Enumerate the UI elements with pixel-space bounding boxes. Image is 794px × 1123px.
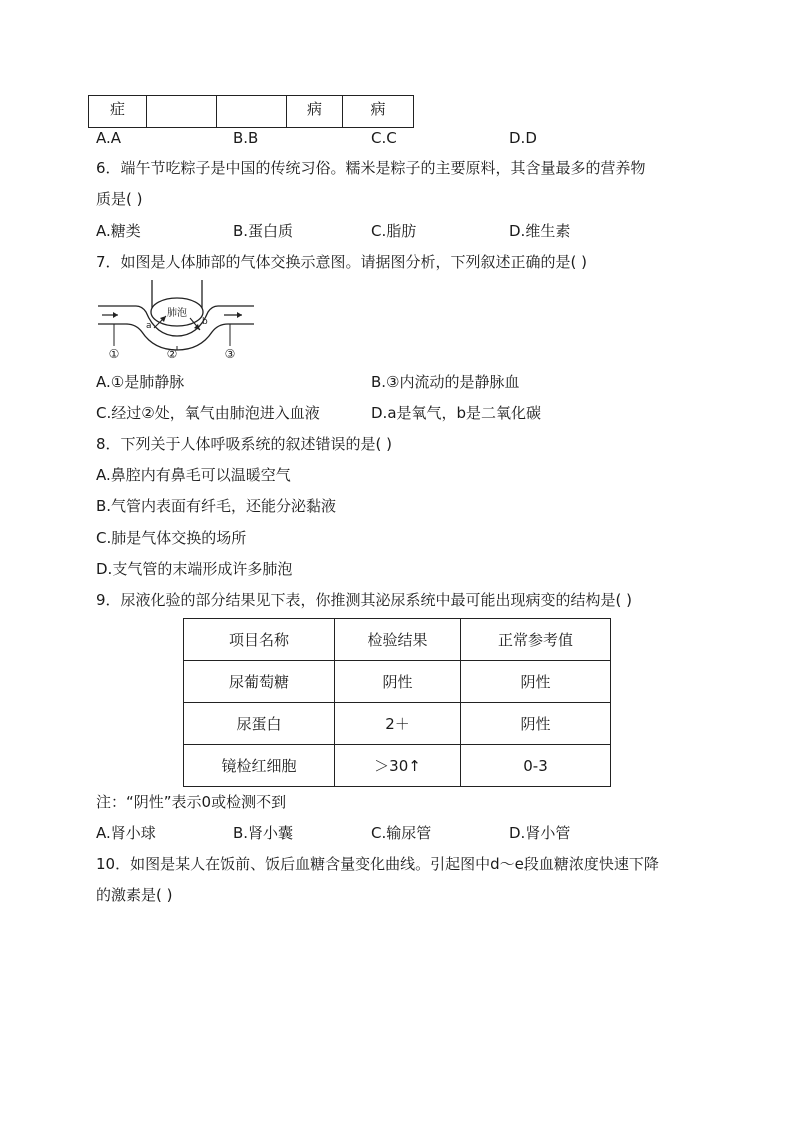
q9-option-a[interactable]: A.肾小球 xyxy=(96,824,156,842)
table-cell: 病 xyxy=(343,96,414,128)
table-cell: 镜检红细胞 xyxy=(184,745,335,787)
table-cell: 阴性 xyxy=(335,661,461,703)
q10-stem-line1: 10．如图是某人在饭前、饭后血糖含量变化曲线。引起图中d～e段血糖浓度快速下降 xyxy=(96,855,659,873)
table-row xyxy=(184,703,611,745)
table-cell xyxy=(147,96,217,128)
table-cell: 病 xyxy=(287,96,343,128)
partial-table xyxy=(88,95,414,128)
diagram-label-a: a xyxy=(146,321,152,331)
q9-stem: 9．尿液化验的部分结果见下表，你推测其泌尿系统中最可能出现病变的结构是( ) xyxy=(96,591,633,609)
q9-option-c[interactable]: C.输尿管 xyxy=(371,824,432,842)
diagram-label-b: b xyxy=(202,317,208,327)
q7-stem: 7．如图是人体肺部的气体交换示意图。请据图分析，下列叙述正确的是( ) xyxy=(96,253,588,271)
table-cell xyxy=(217,96,287,128)
table-row xyxy=(184,661,611,703)
q8-option-b[interactable]: B.气管内表面有纤毛，还能分泌黏液 xyxy=(96,497,337,515)
table-cell: 阴性 xyxy=(461,703,611,745)
table-row xyxy=(184,745,611,787)
q8-stem: 8．下列关于人体呼吸系统的叙述错误的是( ) xyxy=(96,435,393,453)
urinalysis-table xyxy=(183,618,611,787)
diagram-mark-1: ① xyxy=(108,347,120,360)
q9-option-d[interactable]: D.肾小管 xyxy=(509,824,571,842)
q9-option-b[interactable]: B.肾小囊 xyxy=(233,824,294,842)
q6-option-c[interactable]: C.脂肪 xyxy=(371,222,417,240)
alveolus-label: 肺泡 xyxy=(167,308,187,319)
table-header: 检验结果 xyxy=(335,619,461,661)
table-cell: 尿蛋白 xyxy=(184,703,335,745)
q5-option-d[interactable]: D.D xyxy=(509,129,537,147)
q6-stem-line1: 6．端午节吃粽子是中国的传统习俗。糯米是粽子的主要原料，其含量最多的营养物 xyxy=(96,159,646,177)
q6-stem-line2: 质是( ) xyxy=(96,190,143,208)
table-cell: 阴性 xyxy=(461,661,611,703)
q7-option-d[interactable]: D.a是氧气，b是二氧化碳 xyxy=(371,404,542,422)
table-cell: 尿葡萄糖 xyxy=(184,661,335,703)
q7-option-c[interactable]: C.经过②处，氧气由肺泡进入血液 xyxy=(96,404,320,422)
table-header: 正常参考值 xyxy=(461,619,611,661)
q10-stem-line2: 的激素是( ) xyxy=(96,886,173,904)
q8-option-c[interactable]: C.肺是气体交换的场所 xyxy=(96,529,247,547)
q8-option-d[interactable]: D.支气管的末端形成许多肺泡 xyxy=(96,560,293,578)
table-cell: ＞30↑ xyxy=(335,745,461,787)
q5-option-a[interactable]: A.A xyxy=(96,129,122,147)
table-cell: 症 xyxy=(89,96,147,128)
table-header: 项目名称 xyxy=(184,619,335,661)
table-cell: 2＋ xyxy=(335,703,461,745)
q9-note: 注：“阴性”表示0或检测不到 xyxy=(96,793,287,811)
table-row xyxy=(89,96,414,128)
q8-option-a[interactable]: A.鼻腔内有鼻毛可以温暖空气 xyxy=(96,466,291,484)
q6-option-a[interactable]: A.糖类 xyxy=(96,222,141,240)
table-cell: 0-3 xyxy=(461,745,611,787)
q6-option-b[interactable]: B.蛋白质 xyxy=(233,222,294,240)
q6-option-d[interactable]: D.维生素 xyxy=(509,222,571,240)
q5-option-b[interactable]: B.B xyxy=(233,129,259,147)
diagram-mark-2: ② xyxy=(166,347,178,360)
lung-gas-exchange-diagram xyxy=(96,278,256,360)
q5-option-c[interactable]: C.C xyxy=(371,129,397,147)
q7-option-a[interactable]: A.①是肺静脉 xyxy=(96,373,185,391)
diagram-mark-3: ③ xyxy=(224,347,236,360)
q7-option-b[interactable]: B.③内流动的是静脉血 xyxy=(371,373,520,391)
table-header-row xyxy=(184,619,611,661)
